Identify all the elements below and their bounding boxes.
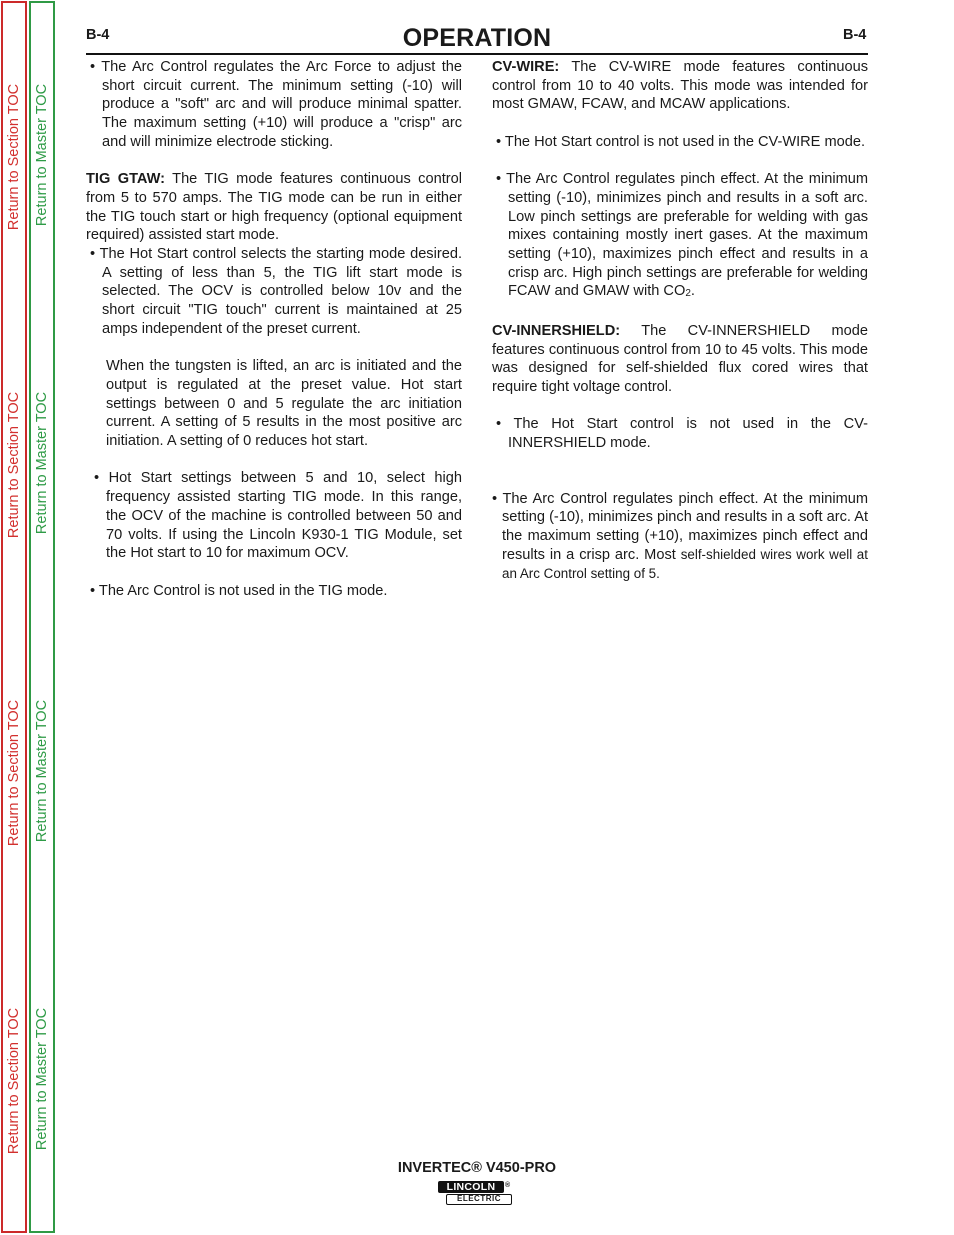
cv-wire-text: The CV-WIRE mode features continuous control from 10 to 40 volts. This mode was intended for most GMAW, FCAW, and MCAW applications.	[492, 59, 868, 113]
return-to-section-toc-link[interactable]: Return to Section TOC	[6, 391, 22, 539]
cv-innershield-hot-start-paragraph: • The Hot Start control is not used in the CV-INNERSHIELD mode.	[496, 416, 868, 451]
logo-electric: ELECTRIC	[446, 1194, 512, 1205]
tig-gtaw-text: The TIG mode features continuous control from 5 to 570 amps. The TIG mode can be run in either the TIG touch start or high frequency (optional equipment required) assisted start mode.	[86, 171, 462, 244]
header-rule	[86, 53, 868, 55]
right-column	[492, 58, 868, 583]
return-to-master-toc-link[interactable]: Return to Master TOC	[34, 391, 50, 535]
lincoln-electric-logo	[438, 1181, 514, 1207]
cv-wire-label: CV-WIRE:	[492, 59, 560, 75]
tig-gtaw-paragraph	[86, 170, 462, 245]
left-column	[86, 58, 462, 600]
cv-innershield-paragraph	[492, 322, 868, 397]
model-name: INVERTEC® V450-PRO	[397, 1160, 557, 1176]
hot-start-paragraph: • The Hot Start control selects the starting mode desired. A setting of less than 5, the TIG lift start mode is selected. The OCV is controlled below 10v and the short circuit "TIG touch" current is maintained at 25 amps independent of the preset current.	[90, 246, 462, 337]
high-frequency-paragraph: • Hot Start settings between 5 and 10, select high frequency assisted starting TIG mode. In this range, the OCV of the machine is controlled between 50 and 70 volts. If using the Lincoln K930-1 TIG Module, set the Hot start to 10 for maximum OCV.	[94, 470, 462, 562]
return-to-section-toc-link[interactable]: Return to Section TOC	[6, 699, 22, 847]
return-to-master-toc-link[interactable]: Return to Master TOC	[34, 1007, 50, 1151]
cv-innershield-arc-control-paragraph	[492, 490, 868, 584]
cv-wire-arc-control-text: • The Arc Control regulates pinch effect. At the minimum setting (-10), minimizes pinch and results in a soft arc. Low pinch settings are preferable for welding with gas mixes containing mostly inert gases. At the maximum setting (+10), maximizes pinch effect and results in a crisp arc. High pinch settings are preferable for welding FCAW and GMAW with CO	[496, 171, 868, 300]
page-number-left: B-4	[86, 27, 110, 43]
master-toc-rail	[29, 1, 55, 1233]
return-to-master-toc-link[interactable]: Return to Master TOC	[34, 83, 50, 227]
page-number-right: B-4	[843, 27, 867, 43]
logo-lincoln: LINCOLN	[438, 1181, 504, 1193]
logo-registered-mark: ®	[505, 1182, 511, 1189]
cv-innershield-label: CV-INNERSHIELD:	[492, 322, 621, 339]
section-toc-rail	[1, 1, 27, 1233]
co2-subscript: 2	[685, 288, 691, 300]
tig-gtaw-label: TIG GTAW:	[86, 171, 166, 188]
cv-wire-arc-control-paragraph	[492, 170, 868, 303]
arc-control-paragraph: • The Arc Control regulates the Arc Force to adjust the short circuit current. The minimum setting (-10) will produce a "soft" arc and will produce minimal spatter. The maximum setting (+10) will produce a "crisp" arc and will minimize electrode sticking.	[90, 59, 462, 150]
self-shielded-wires-note: self-shielded wires work well at an Arc Control setting of 5.	[502, 546, 868, 581]
return-to-section-toc-link[interactable]: Return to Section TOC	[6, 1007, 22, 1155]
page-title: OPERATION	[402, 24, 552, 52]
return-to-section-toc-link[interactable]: Return to Section TOC	[6, 83, 22, 231]
cv-wire-hot-start-paragraph: • The Hot Start control is not used in the CV-WIRE mode.	[496, 133, 866, 150]
tig-arc-control-paragraph: • The Arc Control is not used in the TIG mode.	[90, 582, 388, 599]
co2-period: .	[690, 283, 695, 300]
cv-wire-paragraph	[492, 58, 868, 114]
cv-innershield-text: The CV-INNERSHIELD mode features continuous control from 10 to 45 volts. This mode was designed for self-shielded flux cored wires that require tight voltage control.	[492, 322, 868, 395]
tungsten-paragraph: When the tungsten is lifted, an arc is initiated and the output is regulated at the preset value. Hot start settings between 0 and 5 regulate the arc initiation current. A setting of 5 results in the most positive arc initiation. A setting of 0 reduces hot start.	[106, 358, 462, 450]
cv-innershield-arc-control-text: • The Arc Control regulates pinch effect. At the minimum setting (-10), minimizes pinch and results in a soft arc. At the maximum setting (+10), maximizes pinch effect and results in a crisp arc. Most	[492, 490, 868, 563]
return-to-master-toc-link[interactable]: Return to Master TOC	[34, 699, 50, 843]
